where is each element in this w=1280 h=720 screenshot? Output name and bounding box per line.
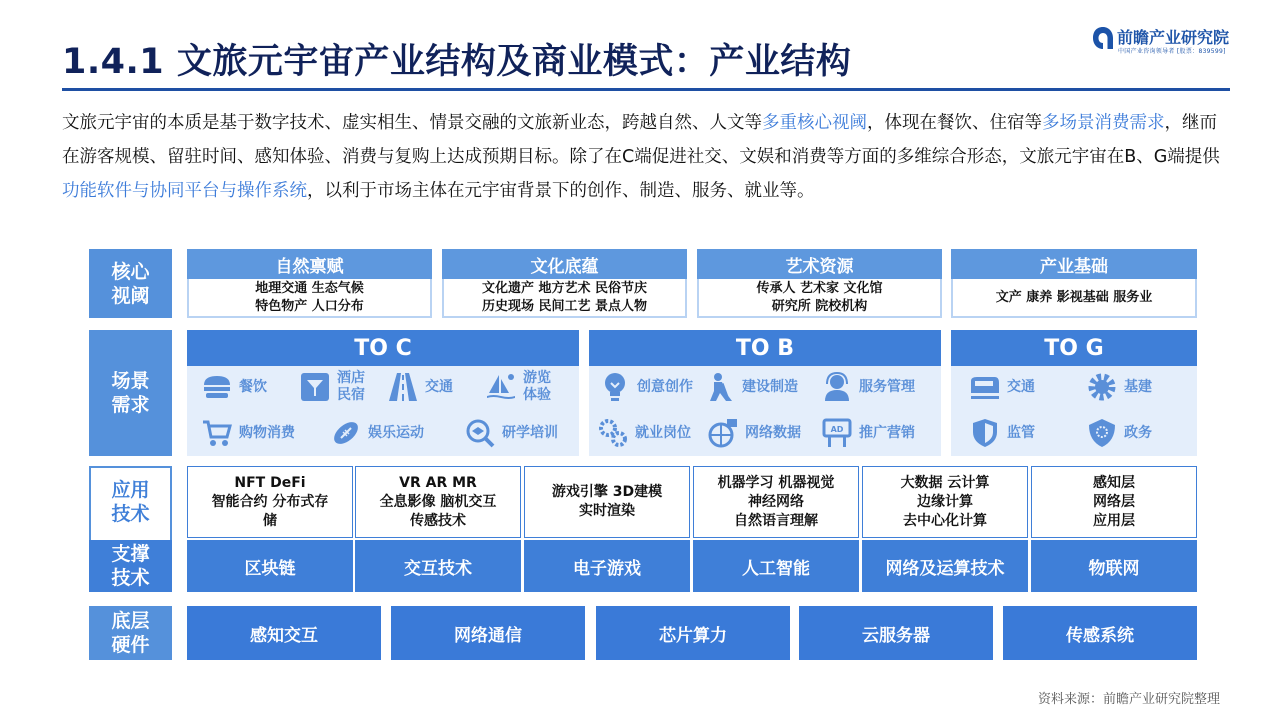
scene-item: 交通 [387, 370, 453, 404]
app-tech-box: NFT DeFi 智能合约 分布式存 储 [187, 466, 353, 538]
scene-item: 购物消费 [201, 416, 295, 450]
rugby-ball-icon [330, 417, 362, 449]
scene-item: 交通 [969, 370, 1035, 404]
scene-group-head: TO B [589, 330, 941, 366]
row-label-support: 支撑 技术 [89, 540, 172, 592]
support-tech-box: 区块链 [187, 540, 353, 592]
customer-service-icon [821, 371, 853, 403]
scene-group-tob [589, 330, 941, 456]
gear-icon [1086, 371, 1118, 403]
food-icon [201, 371, 233, 403]
core-box-industry: 产业基础 文产 康养 影视基础 服务业 [951, 249, 1197, 318]
network-globe-icon [707, 417, 739, 449]
core-box-head: 文化底蕴 [442, 249, 687, 279]
row-label-core: 核心 视阈 [89, 249, 172, 318]
construction-worker-icon [704, 371, 736, 403]
hotel-icon [299, 371, 331, 403]
support-tech-box: 人工智能 [693, 540, 859, 592]
row-label-app: 应用 技术 [111, 479, 150, 525]
core-box-head: 艺术资源 [697, 249, 942, 279]
title-divider [62, 88, 1230, 91]
hardware-box: 网络通信 [391, 606, 585, 660]
scene-item: 就业岗位 [597, 416, 691, 450]
support-tech-box: 网络及运算技术 [862, 540, 1028, 592]
intro-text-4: ，以利于市场主体在元宇宙背景下的创作、制造、服务、就业等。 [307, 181, 815, 201]
core-box-culture: 文化底蕴 文化遗产 地方艺术 民俗节庆 历史现场 民间工艺 景点人物 [442, 249, 687, 318]
government-shield-icon [1086, 417, 1118, 449]
logo-name: 前瞻产业研究院 [1117, 28, 1230, 47]
source-note: 资料来源：前瞻产业研究院整理 [1037, 692, 1220, 707]
hardware-box: 传感系统 [1003, 606, 1197, 660]
intro-highlight-3: 功能软件与协同平台与操作系统 [62, 181, 307, 201]
app-tech-box: VR AR MR 全息影像 脑机交互 传感技术 [355, 466, 521, 538]
road-icon [387, 371, 419, 403]
intro-highlight-2: 多场景消费需求 [1042, 113, 1165, 133]
scene-item: 餐饮 [201, 370, 267, 404]
scene-item: 政务 [1086, 416, 1152, 450]
logo-subtitle: 中国产业咨询领导者 [股票：839599] [1118, 48, 1226, 55]
scene-item: AD 推广营销 [821, 416, 915, 450]
scene-group-head: TO G [951, 330, 1197, 366]
support-tech-box: 交互技术 [355, 540, 521, 592]
scene-group-toc [187, 330, 579, 456]
hardware-box: 芯片算力 [596, 606, 790, 660]
scene-item: 建设制造 [704, 370, 798, 404]
core-box-head: 自然禀赋 [187, 249, 432, 279]
scene-item: 酒店 民宿 [299, 370, 365, 404]
scene-item: 研学培训 [464, 416, 558, 450]
gears-icon [597, 417, 629, 449]
core-box-head: 产业基础 [951, 249, 1197, 279]
support-tech-box: 物联网 [1031, 540, 1197, 592]
scene-item: 基建 [1086, 370, 1152, 404]
shopping-cart-icon [201, 417, 233, 449]
app-tech-box: 机器学习 机器视觉 神经网络 自然语言理解 [693, 466, 859, 538]
scene-group-head: TO C [187, 330, 579, 366]
support-tech-box: 电子游戏 [524, 540, 690, 592]
scene-item: 监管 [969, 416, 1035, 450]
row-label-hardware: 底层 硬件 [89, 606, 172, 660]
app-tech-box: 感知层 网络层 应用层 [1031, 466, 1197, 538]
study-search-icon [464, 417, 496, 449]
row-label-scene: 场景 需求 [89, 330, 172, 456]
app-tech-box: 大数据 云计算 边缘计算 去中心化计算 [862, 466, 1028, 538]
intro-text-1: 文旅元宇宙的本质是基于数字技术、虚实相生、情景交融的文旅新业态，跨越自然、人文等 [62, 113, 762, 133]
sailboat-icon [485, 371, 517, 403]
page-title: 1.4.1 文旅元宇宙产业结构及商业模式：产业结构 [62, 42, 852, 82]
svg-text:AD: AD [830, 425, 844, 434]
lightbulb-icon [599, 371, 631, 403]
scene-item: 游览 体验 [485, 370, 551, 404]
core-box-art: 艺术资源 传承人 艺术家 文化馆 研究所 院校机构 [697, 249, 942, 318]
shield-icon [969, 417, 1001, 449]
train-icon [969, 371, 1001, 403]
intro-paragraph [62, 106, 1232, 208]
app-tech-box: 游戏引擎 3D建模 实时渲染 [524, 466, 690, 538]
brand-logo [1090, 24, 1250, 64]
core-box-nature: 自然禀赋 地理交通 生态气候 特色物产 人口分布 [187, 249, 432, 318]
hardware-box: 感知交互 [187, 606, 381, 660]
scene-item: 服务管理 [821, 370, 915, 404]
logo-mark-icon [1092, 26, 1114, 50]
scene-group-tog [951, 330, 1197, 456]
billboard-icon [821, 417, 853, 449]
scene-item: 创意创作 [599, 370, 693, 404]
intro-highlight-1: 多重核心视阈 [762, 113, 867, 133]
intro-text-3: ，继而在游客规模、留驻时间、感知体验、消费与复购上达成预期目标。除了在C端促进社交、文娱和消费等方面的多维综合形态，文旅元宇宙在B、G端提供 [62, 113, 1220, 167]
hardware-box: 云服务器 [799, 606, 993, 660]
scene-item: 网络数据 [707, 416, 801, 450]
intro-text-2: ，体现在餐饮、住宿等 [867, 113, 1042, 133]
scene-item: 娱乐运动 [330, 416, 424, 450]
